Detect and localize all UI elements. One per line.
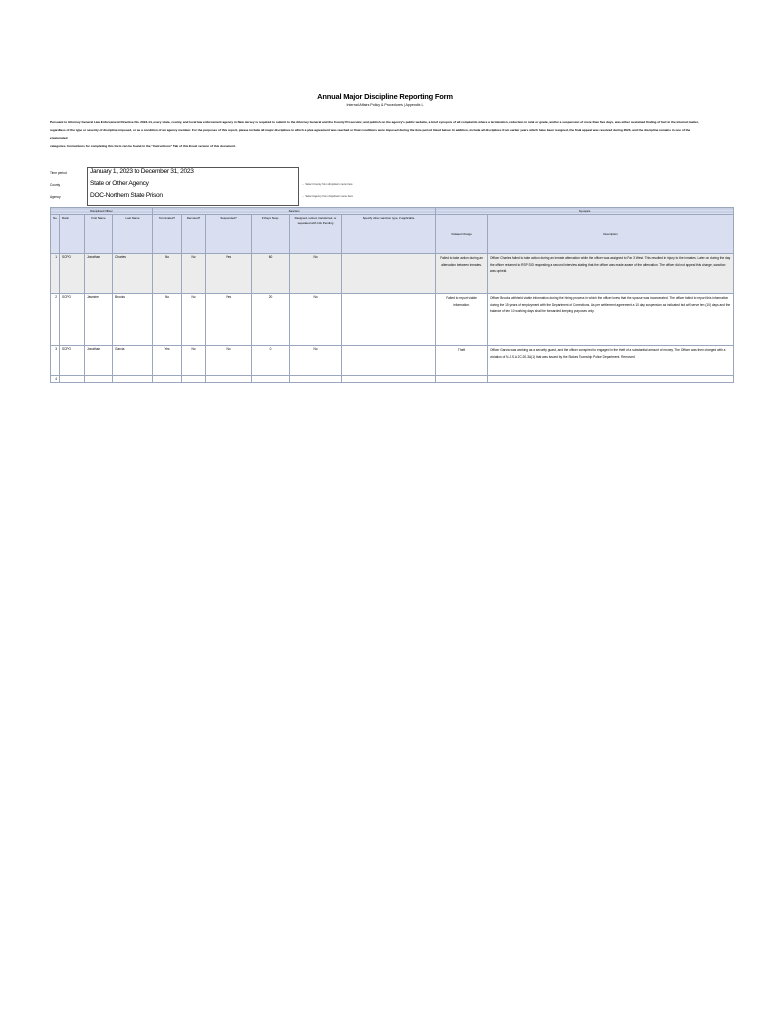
cell-charge: [436, 376, 488, 383]
col-suspended: Suspended?: [206, 215, 252, 254]
cell-first-name: Jasmine: [85, 294, 113, 346]
page-title: Annual Major Discipline Reporting Form: [317, 92, 453, 101]
col-first-name: First Name: [85, 215, 113, 254]
cell-other: [342, 376, 436, 383]
cell-last-name: Charles: [113, 254, 153, 294]
report-meta: [50, 169, 720, 209]
cell-description: Officer Brooks withheld viable information during the hiring process in which the officer knew that the spouse was incarcerated. The officer failed to report this information during the 15 years of employment with the Department of Corrections. As per settlement agreement a 10 day suspension as indicated but will serve ten (10) days and the balance of ten 10 working days shall be forwarded keeping purposes only.: [488, 294, 734, 346]
cell-no: 1: [51, 254, 60, 294]
col-description: Description: [488, 215, 734, 254]
table-row: [51, 254, 734, 294]
arrow-left-icon: ←: [302, 183, 305, 186]
discipline-table: [50, 207, 734, 383]
cell-other: [342, 346, 436, 376]
cell-demoted: No: [182, 346, 206, 376]
cell-demoted: [182, 376, 206, 383]
cell-suspended: [206, 376, 252, 383]
agency-field[interactable]: DOC-Northern State Prison: [90, 192, 163, 199]
cell-no: 4: [51, 376, 60, 383]
cell-other: [342, 294, 436, 346]
cell-resigned: No: [290, 294, 342, 346]
cell-terminated: No: [153, 294, 182, 346]
intro-line-3: categories. Instructions for completing this form can be found in the "Instructions" Tab of this Excel version of this document.: [50, 144, 236, 148]
table-row: [51, 346, 734, 376]
col-resigned: Resigned, retired, transferred, or separated with Info Pending: [290, 215, 342, 254]
cell-days: 60: [252, 254, 290, 294]
agency-label: Agency: [50, 195, 61, 199]
cell-resigned: No: [290, 254, 342, 294]
cell-suspended: Yes: [206, 294, 252, 346]
cell-terminated: [153, 376, 182, 383]
cell-rank: SCPO: [60, 254, 85, 294]
table-row: [51, 294, 734, 346]
cell-terminated: Yes: [153, 346, 182, 376]
report-page: [50, 92, 720, 209]
col-last-name: Last Name: [113, 215, 153, 254]
cell-no: 3: [51, 346, 60, 376]
cell-resigned: [290, 376, 342, 383]
intro-line-2: regardless of the type or severity of discipline imposed, or as a condition of an agency member. For the purposes of this report, please include all major disciplines in which a plea agreement was reached or final conditions were imposed during the time period listed below. In addition, include all disciplines from earlier years which have been resigned, the final appeal was resolved during 2023, and the discipline remains in one of the enumerated: [50, 128, 691, 140]
cell-last-name: Brooks: [113, 294, 153, 346]
cell-resigned: No: [290, 346, 342, 376]
county-note-text: Select County from dropdown menu here: [305, 183, 353, 186]
page-subtitle: Internal Affairs Policy & Procedures | Appendix L: [346, 103, 424, 107]
col-days-suspended: # Days Susp.: [252, 215, 290, 254]
col-other-sanction: Specify other sanction type, if applicable: [342, 215, 436, 254]
cell-last-name: [113, 376, 153, 383]
county-label: County: [50, 183, 61, 187]
cell-no: 2: [51, 294, 60, 346]
col-terminated: Terminated?: [153, 215, 182, 254]
cell-demoted: No: [182, 254, 206, 294]
group-sanction: Sanction: [153, 208, 436, 215]
time-period-field[interactable]: January 1, 2023 to December 31, 2023: [90, 168, 194, 175]
group-disciplined-officer: Disciplined Officer: [51, 208, 153, 215]
cell-rank: SCPO: [60, 346, 85, 376]
county-note: [302, 183, 353, 186]
cell-charge: Theft: [436, 346, 488, 376]
cell-terminated: No: [153, 254, 182, 294]
cell-first-name: Jonathan: [85, 346, 113, 376]
cell-rank: [60, 376, 85, 383]
agency-note-text: Select Agency from dropdown menu here: [305, 195, 353, 198]
table-group-header: [51, 208, 734, 215]
intro-line-1: Pursuant to Attorney General Law Enforcement Directive No. 2022-14, every state, county, and local law enforcement agency in New Jersey is required to submit to the Attorney General and the County Prosecutor, and publish on the agency's public website, a brief synopsis of all complaints where a termination, reduction in rank or grade, and/or a suspension of more than five days, was either sustained finding of fact in the internal matter,: [50, 120, 699, 124]
cell-first-name: Jonathan: [85, 254, 113, 294]
group-synopsis: Synopsis: [436, 208, 734, 215]
cell-charge: Failed to take action during an altercation between inmates.: [436, 254, 488, 294]
cell-other: [342, 254, 436, 294]
cell-last-name: Garcia: [113, 346, 153, 376]
col-rank: Rank: [60, 215, 85, 254]
arrow-left-icon: ←: [302, 195, 305, 198]
cell-days: 0: [252, 346, 290, 376]
cell-suspended: No: [206, 346, 252, 376]
table-column-header: [51, 215, 734, 254]
cell-description: Officer Charles failed to take action during an inmate altercation while the officer was assigned to Far 3 West. This resulted in injury to the inmates. Later on during the day the officer returned to RSP SID requesting a second interview stating that the officer was made aware of the altercation. The officer did not appeal this charge, sanction was upheld.: [488, 254, 734, 294]
cell-rank: SCPO: [60, 294, 85, 346]
cell-description: [488, 376, 734, 383]
cell-charge: Failed to report viable information.: [436, 294, 488, 346]
county-field[interactable]: State or Other Agency: [90, 180, 149, 187]
intro-text: [50, 118, 705, 150]
time-period-label: Time period: [50, 171, 67, 175]
col-no: No.: [51, 215, 60, 254]
cell-days: [252, 376, 290, 383]
agency-note: [302, 195, 353, 198]
col-violated-charge: Violated Charge: [436, 215, 488, 254]
cell-days: 20: [252, 294, 290, 346]
cell-first-name: [85, 376, 113, 383]
col-demoted: Demoted?: [182, 215, 206, 254]
cell-demoted: No: [182, 294, 206, 346]
cell-suspended: Yes: [206, 254, 252, 294]
cell-description: Officer Garcia was working as a security guard, and the officer conspired to engaged in the theft of a substantial amount of money. The Officer was then charged with a violation of N.J.S.A 2C:20-3A(1) that was issued by the Stokes Township Police Department. Removed: [488, 346, 734, 376]
table-row: [51, 376, 734, 383]
